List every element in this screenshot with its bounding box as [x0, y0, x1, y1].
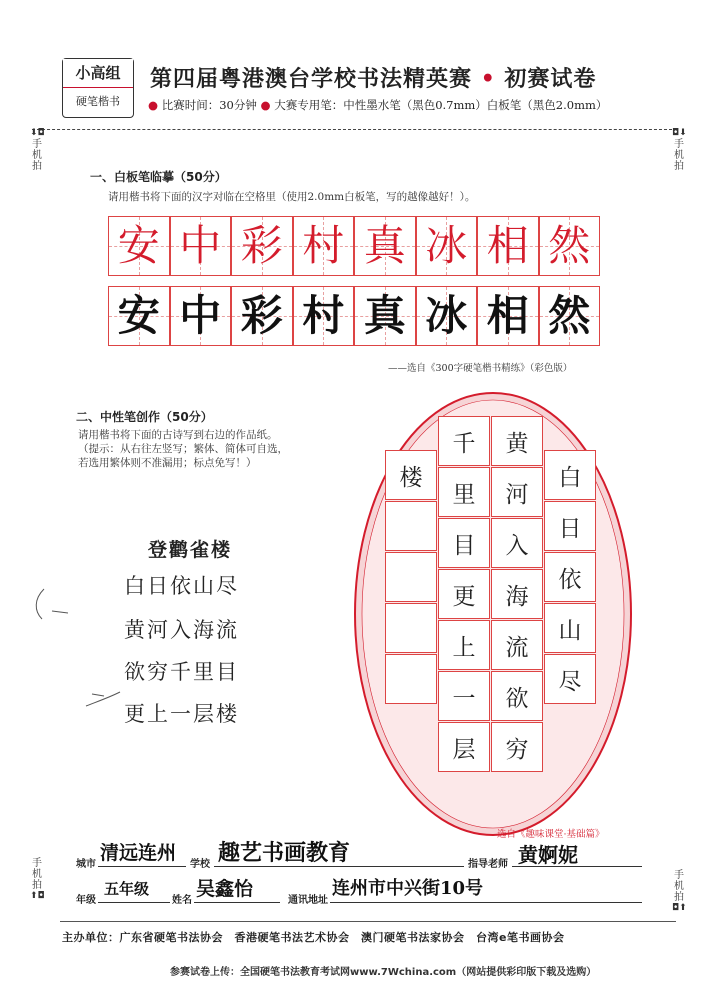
work-cell: 山 [544, 603, 596, 653]
work-cell: 日 [544, 501, 596, 551]
write-cell: 冰 [416, 286, 478, 346]
camera-icon: ◘⬇ [672, 128, 687, 138]
teacher-label: 指导老师 [468, 859, 508, 870]
side-label-top-left [30, 128, 44, 172]
work-cell [385, 552, 437, 602]
work-cell: 上 [438, 620, 490, 670]
exam-time: 比赛时间：30分钟 [161, 98, 257, 112]
model-cell: 彩 [231, 216, 293, 276]
section1-instruction: 请用楷书将下面的汉字对临在空格里（使用2.0mm白板笔，写的越像越好！）。 [108, 191, 476, 203]
poem-line: 白日依山尽 [124, 574, 239, 598]
model-cell: 村 [293, 216, 355, 276]
name-value[interactable]: 吴鑫怡 [196, 878, 254, 900]
model-cell: 安 [108, 216, 170, 276]
work-cell [385, 654, 437, 704]
work-cell: 目 [438, 518, 490, 568]
grade-line [98, 902, 170, 903]
exam-info [148, 97, 607, 113]
address-label: 通讯地址 [288, 895, 328, 906]
address-line [330, 902, 642, 903]
badge-group-label: 小高组 [63, 59, 133, 88]
poem-line: 更上一层楼 [124, 702, 239, 726]
write-cell: 相 [477, 286, 539, 346]
work-cell: 楼 [385, 450, 437, 500]
city-line [98, 866, 186, 867]
instruction-line: （提示：从右往左竖写；繁体、简体可自选， [78, 443, 288, 455]
model-cell: 中 [170, 216, 232, 276]
header-divider [32, 129, 672, 130]
grade-label: 年级 [76, 895, 96, 906]
badge-style-label: 硬笔楷书 [76, 95, 120, 108]
model-cell: 相 [477, 216, 539, 276]
address-value[interactable]: 连州市中兴街10号 [332, 878, 484, 899]
work-cell: 千 [438, 416, 490, 466]
camera-icon: ◘⬆ [672, 903, 687, 913]
work-cell: 入 [491, 518, 543, 568]
city-label: 城市 [76, 859, 96, 870]
camera-icon: ⬇◘ [30, 128, 45, 138]
copy-model-row [108, 216, 608, 278]
work-cell: 穷 [491, 722, 543, 772]
bullet-icon: ● [148, 98, 159, 112]
teacher-value[interactable]: 黄婀妮 [518, 843, 578, 867]
work-cell: 流 [491, 620, 543, 670]
write-cell: 村 [293, 286, 355, 346]
title-suffix: 初赛试卷 [504, 66, 597, 92]
work-cell [385, 603, 437, 653]
page-title [150, 62, 596, 93]
side-label-text: 手机拍 [32, 139, 42, 172]
section2-source: ——选自《趣味课堂·基础篇》 [478, 829, 605, 840]
school-line [214, 866, 464, 867]
instruction-line: 若选用繁体则不准漏用；标点免写！） [78, 457, 257, 469]
section1-source: ——选自《300字硬笔楷书精练》（彩色版） [388, 363, 573, 374]
exam-pens: 大赛专用笔：中性墨水笔（黑色0.7mm）白板笔（黑色2.0mm） [274, 98, 608, 112]
footer-divider [60, 921, 676, 922]
work-cell: 依 [544, 552, 596, 602]
name-line [194, 902, 280, 903]
camera-icon: ⬆◘ [30, 891, 45, 901]
teacher-line [512, 866, 642, 867]
side-label-text: 手机拍 [32, 858, 42, 891]
school-value[interactable]: 趣艺书画教育 [218, 840, 351, 866]
work-cell: 尽 [544, 654, 596, 704]
side-label-bottom-left [30, 858, 44, 902]
work-cell: 更 [438, 569, 490, 619]
grade-value[interactable]: 五年级 [104, 880, 150, 898]
write-cell: 中 [170, 286, 232, 346]
side-label-bottom-right [672, 870, 686, 914]
work-cell [385, 501, 437, 551]
work-cell: 海 [491, 569, 543, 619]
work-cell: 里 [438, 467, 490, 517]
organizers: 主办单位：广东省硬笔书法协会 香港硬笔书法艺术协会 澳门硬笔书法家协会 台湾e笔书画协会 [62, 931, 565, 944]
instruction-line: 请用楷书将下面的古诗写到右边的作品纸。 [78, 429, 278, 441]
model-cell: 真 [354, 216, 416, 276]
write-cell: 安 [108, 286, 170, 346]
city-value[interactable]: 清远连州 [100, 842, 177, 864]
poem-line: 欲穷千里目 [124, 660, 239, 684]
work-cell: 欲 [491, 671, 543, 721]
pencil-mark-icon [84, 686, 124, 710]
write-cell: 然 [539, 286, 601, 346]
name-label: 姓名 [172, 895, 192, 906]
section1-title: 一、白板笔临摹（50分） [90, 170, 227, 184]
side-label-text: 手机拍 [674, 139, 684, 172]
bullet-icon: ● [260, 98, 271, 112]
upload-info: 参赛试卷上传：全国硬笔书法教育考试网www.7Wchina.com（网站提供彩印版下载及选购） [170, 967, 597, 978]
work-cell: 白 [544, 450, 596, 500]
work-paper [352, 390, 634, 838]
model-cell: 冰 [416, 216, 478, 276]
model-cell: 然 [539, 216, 601, 276]
write-cell: 彩 [231, 286, 293, 346]
work-cell: 河 [491, 467, 543, 517]
poem-title: 登鹳雀楼 [148, 539, 233, 561]
school-label: 学校 [190, 859, 210, 870]
write-cell: 真 [354, 286, 416, 346]
work-cell: 黄 [491, 416, 543, 466]
poem-line: 黄河入海流 [124, 618, 239, 642]
section2-title: 二、中性笔创作（50分） [76, 410, 213, 424]
title-dot-icon: • [480, 66, 496, 92]
title-main: 第四届粤港澳台学校书法精英赛 [150, 66, 473, 92]
group-badge [62, 58, 134, 118]
section2-instruction [78, 428, 288, 470]
pencil-mark-icon [30, 585, 75, 625]
side-label-top-right [672, 128, 686, 172]
work-cell: 一 [438, 671, 490, 721]
work-cell: 层 [438, 722, 490, 772]
side-label-text: 手机拍 [674, 870, 684, 903]
copy-write-row [108, 286, 608, 348]
